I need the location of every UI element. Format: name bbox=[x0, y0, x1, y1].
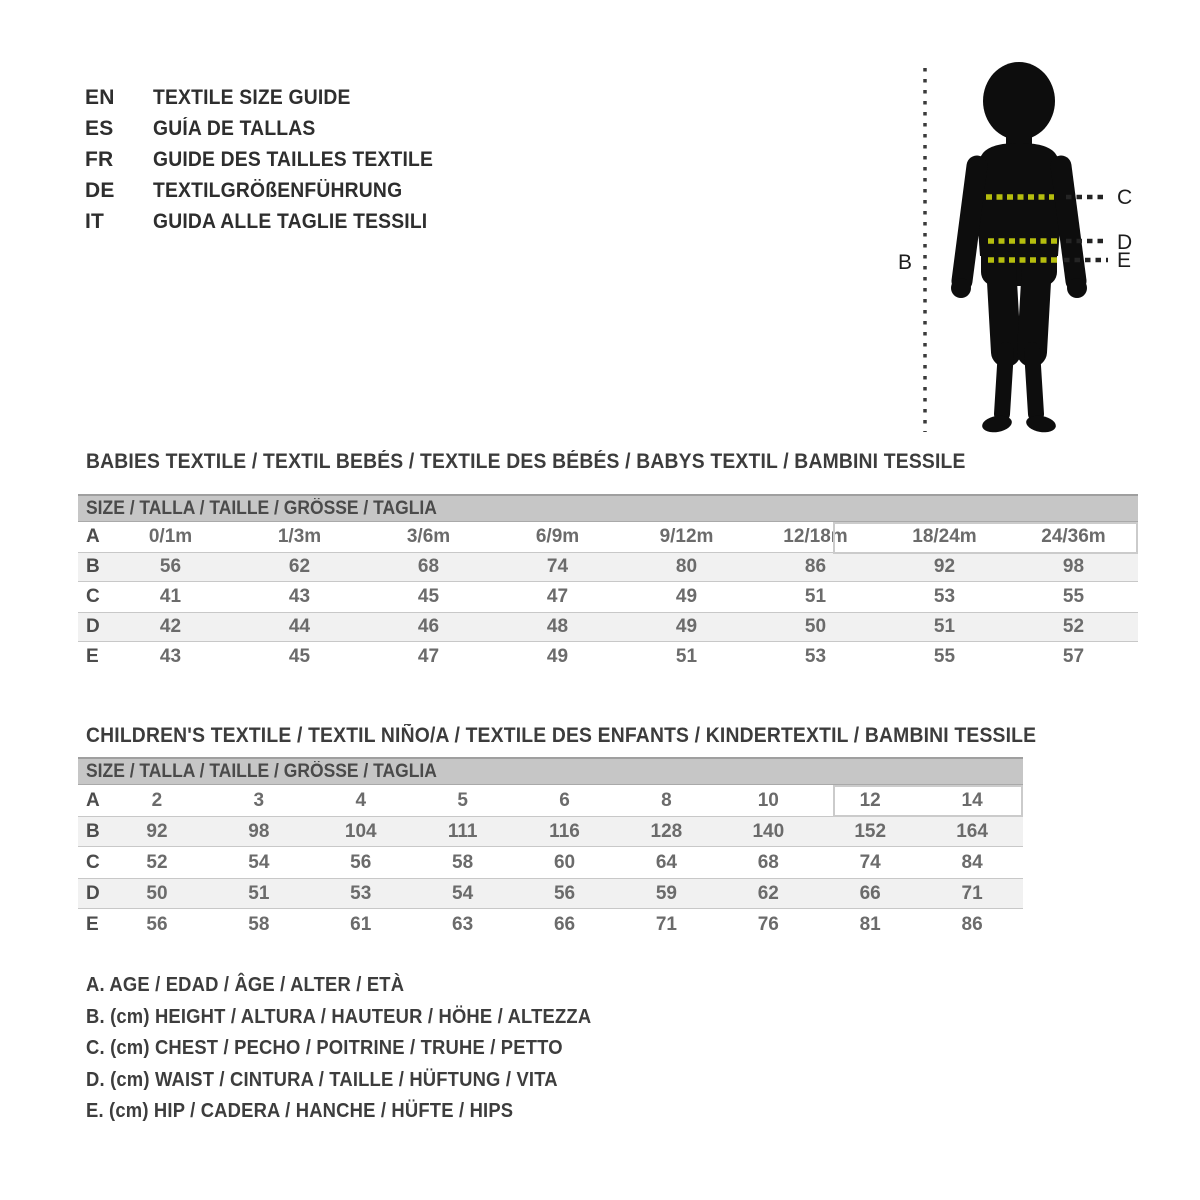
table-cell: 51 bbox=[804, 586, 827, 607]
table-cell: 50 bbox=[804, 616, 827, 637]
legend-item-chest bbox=[86, 1033, 635, 1065]
table-row-height bbox=[78, 816, 1023, 847]
language-code: FR bbox=[85, 147, 114, 171]
table-cell: 128 bbox=[650, 820, 683, 842]
legend-item-age bbox=[86, 970, 635, 1002]
row-letter: A bbox=[86, 526, 100, 547]
row-letter: E bbox=[86, 913, 99, 935]
table-cell: 62 bbox=[288, 556, 311, 577]
table-row-waist bbox=[78, 878, 1023, 909]
language-row-en bbox=[85, 82, 457, 113]
language-row-de bbox=[85, 175, 457, 206]
table-cell: 44 bbox=[288, 616, 311, 637]
table-cell: 3 bbox=[253, 789, 265, 811]
table-cell: 59 bbox=[655, 882, 677, 904]
table-cell: 68 bbox=[417, 556, 440, 577]
table-cell: 60 bbox=[553, 851, 576, 873]
table-cell: 3/6m bbox=[406, 526, 451, 547]
table-cell: 2 bbox=[151, 789, 163, 811]
legend-text: D. (cm) WAIST / CINTURA / TAILLE / HÜFTUNG / VITA bbox=[86, 1068, 558, 1091]
babies-section-heading bbox=[86, 450, 1042, 474]
babies-size-header-bar bbox=[78, 494, 1138, 522]
table-cell: 49 bbox=[546, 646, 569, 667]
language-code: DE bbox=[85, 178, 115, 202]
table-row-chest bbox=[78, 847, 1023, 878]
table-cell: 9/12m bbox=[659, 526, 714, 547]
language-row-es bbox=[85, 113, 457, 144]
table-row-waist bbox=[78, 612, 1138, 642]
table-cell: 10 bbox=[757, 789, 779, 811]
legend-text: B. (cm) HEIGHT / ALTURA / HAUTEUR / HÖHE / ALTEZZA bbox=[86, 1005, 592, 1028]
table-cell: 4 bbox=[355, 789, 367, 811]
children-size-table bbox=[78, 757, 1023, 940]
table-cell: 111 bbox=[447, 820, 478, 842]
row-letter: D bbox=[86, 616, 100, 637]
table-cell: 49 bbox=[675, 616, 698, 637]
table-row-chest bbox=[78, 582, 1138, 612]
table-cell: 62 bbox=[757, 882, 779, 904]
table-row-age bbox=[78, 522, 1138, 552]
table-cell: 42 bbox=[159, 616, 182, 637]
table-cell: 54 bbox=[248, 851, 270, 873]
table-cell: 68 bbox=[757, 851, 779, 873]
language-code: EN bbox=[85, 85, 115, 109]
table-cell: 54 bbox=[452, 882, 474, 904]
table-cell: 12 bbox=[859, 789, 881, 811]
row-letter: C bbox=[86, 586, 100, 607]
language-title: GUÍA DE TALLAS bbox=[153, 116, 316, 140]
row-letter: E bbox=[86, 646, 99, 667]
table-cell: 56 bbox=[159, 556, 182, 577]
legend-text: C. (cm) CHEST / PECHO / POITRINE / TRUHE / PETTO bbox=[86, 1037, 563, 1060]
table-cell: 24/36m bbox=[1041, 526, 1106, 547]
table-cell: 14 bbox=[961, 789, 983, 811]
table-cell: 98 bbox=[248, 820, 270, 842]
chest-label: C bbox=[1117, 186, 1133, 209]
hip-label: E bbox=[1117, 249, 1132, 272]
table-cell: 86 bbox=[961, 913, 983, 935]
table-cell: 98 bbox=[1062, 556, 1085, 577]
table-cell: 140 bbox=[752, 820, 785, 842]
table-cell: 58 bbox=[248, 913, 270, 935]
table-cell: 51 bbox=[675, 646, 698, 667]
table-cell: 51 bbox=[248, 882, 270, 904]
legend-item-waist bbox=[86, 1065, 635, 1097]
table-row-hip bbox=[78, 642, 1138, 672]
table-cell: 66 bbox=[553, 913, 576, 935]
table-cell: 164 bbox=[956, 820, 988, 842]
table-cell: 50 bbox=[146, 882, 168, 904]
table-cell: 104 bbox=[344, 820, 377, 842]
table-cell: 8 bbox=[661, 789, 672, 811]
table-cell: 43 bbox=[159, 646, 182, 667]
table-cell: 41 bbox=[159, 586, 182, 607]
table-cell: 6 bbox=[559, 789, 570, 811]
babies-heading-text: BABIES TEXTILE / TEXTIL BEBÉS / TEXTILE DES BÉBÉS / BABYS TEXTIL / BAMBINI TESSILE bbox=[86, 450, 966, 473]
table-cell: 74 bbox=[859, 851, 881, 873]
row-letter: B bbox=[86, 556, 100, 577]
table-cell: 74 bbox=[546, 556, 569, 577]
table-cell: 18/24m bbox=[912, 526, 977, 547]
language-title-block bbox=[85, 82, 457, 237]
table-cell: 152 bbox=[854, 820, 887, 842]
table-cell: 57 bbox=[1062, 646, 1085, 667]
table-row-height bbox=[78, 552, 1138, 582]
row-letter: C bbox=[86, 851, 100, 873]
table-cell: 0/1m bbox=[148, 526, 193, 547]
row-letter: B bbox=[86, 820, 100, 842]
table-cell: 52 bbox=[146, 851, 168, 873]
legend-text: A. AGE / EDAD / ÂGE / ALTER / ETÀ bbox=[86, 974, 405, 997]
table-cell: 92 bbox=[933, 556, 956, 577]
language-title: GUIDA ALLE TAGLIE TESSILI bbox=[153, 209, 428, 233]
table-cell: 56 bbox=[350, 851, 372, 873]
legend-item-hip bbox=[86, 1096, 635, 1128]
table-cell: 52 bbox=[1062, 616, 1085, 637]
table-cell: 5 bbox=[457, 789, 468, 811]
table-cell: 71 bbox=[961, 882, 983, 904]
table-cell: 51 bbox=[933, 616, 956, 637]
language-title: GUIDE DES TAILLES TEXTILE bbox=[153, 147, 434, 171]
table-cell: 53 bbox=[350, 882, 372, 904]
table-cell: 1/3m bbox=[277, 526, 322, 547]
table-cell: 55 bbox=[933, 646, 956, 667]
table-cell: 58 bbox=[452, 851, 474, 873]
language-row-fr bbox=[85, 144, 457, 175]
legend-text: E. (cm) HIP / CADERA / HANCHE / HÜFTE / HIPS bbox=[86, 1100, 514, 1123]
table-cell: 71 bbox=[655, 913, 677, 935]
table-cell: 84 bbox=[961, 851, 983, 873]
table-cell: 63 bbox=[452, 913, 474, 935]
language-code: ES bbox=[85, 116, 114, 140]
table-cell: 56 bbox=[146, 913, 168, 935]
babies-size-table bbox=[78, 494, 1138, 672]
waist-label: D bbox=[1117, 231, 1133, 254]
table-cell: 47 bbox=[417, 646, 440, 667]
table-cell: 80 bbox=[675, 556, 698, 577]
table-cell: 56 bbox=[553, 882, 576, 904]
table-row-hip bbox=[78, 909, 1023, 940]
table-cell: 76 bbox=[757, 913, 779, 935]
children-heading-text: CHILDREN'S TEXTILE / TEXTIL NIÑO/A / TEXTILE DES ENFANTS / KINDERTEXTIL / BAMBINI TESSILE bbox=[86, 724, 1037, 747]
height-label: B bbox=[897, 251, 912, 274]
table-cell: 49 bbox=[675, 586, 698, 607]
table-cell: 12/18m bbox=[783, 526, 848, 547]
table-cell: 6/9m bbox=[535, 526, 580, 547]
legend-item-height bbox=[86, 1002, 635, 1034]
table-cell: 116 bbox=[549, 820, 580, 842]
child-silhouette-figure bbox=[880, 50, 1200, 450]
table-cell: 45 bbox=[417, 586, 440, 607]
size-header-text: SIZE / TALLA / TAILLE / GRÖSSE / TAGLIA bbox=[86, 760, 437, 782]
table-cell: 55 bbox=[1062, 586, 1085, 607]
table-cell: 92 bbox=[146, 820, 168, 842]
language-row-it bbox=[85, 206, 457, 237]
table-cell: 47 bbox=[546, 586, 569, 607]
children-size-header-bar bbox=[78, 757, 1023, 785]
language-code: IT bbox=[85, 209, 105, 233]
row-letter: D bbox=[86, 882, 100, 904]
table-cell: 43 bbox=[288, 586, 311, 607]
size-header-text: SIZE / TALLA / TAILLE / GRÖSSE / TAGLIA bbox=[86, 497, 437, 519]
table-cell: 48 bbox=[546, 616, 569, 637]
child-silhouette bbox=[951, 62, 1087, 434]
measurement-legend bbox=[86, 970, 635, 1128]
table-cell: 45 bbox=[288, 646, 311, 667]
row-letter: A bbox=[86, 789, 100, 811]
table-cell: 61 bbox=[350, 913, 372, 935]
language-title: TEXTILE SIZE GUIDE bbox=[153, 85, 351, 109]
table-cell: 66 bbox=[859, 882, 881, 904]
table-row-age bbox=[78, 785, 1023, 816]
table-cell: 53 bbox=[804, 646, 827, 667]
language-title: TEXTILGRÖßENFÜHRUNG bbox=[153, 178, 403, 202]
table-cell: 86 bbox=[804, 556, 827, 577]
table-cell: 53 bbox=[933, 586, 956, 607]
table-cell: 81 bbox=[859, 913, 881, 935]
table-cell: 64 bbox=[655, 851, 677, 873]
children-section-heading bbox=[86, 724, 1119, 748]
table-cell: 46 bbox=[417, 616, 440, 637]
